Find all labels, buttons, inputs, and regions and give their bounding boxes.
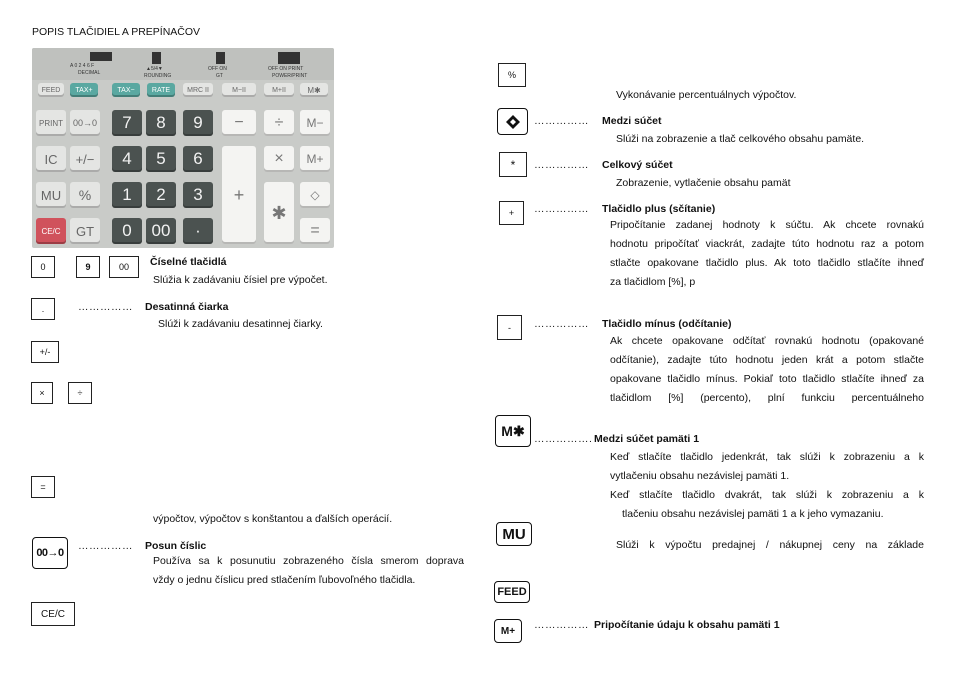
minus-title: Tlačidlo mínus (odčítanie) [602,318,732,330]
diamond-key-icon [497,108,528,135]
calc-key-6: 6 [183,146,213,172]
calc-key-feed: FEED [38,83,64,97]
gt-switch-label: OFF ON [208,66,227,72]
calc-key-shift: 00→0 [70,110,100,136]
calc-key-star: ✱ [264,182,294,244]
minus-desc-line: odčítanie), zadajte túto hodnotu jeden krát a potom stlačte [610,354,924,366]
calc-key-2: 2 [146,182,176,208]
calc-key-1: 1 [112,182,142,208]
key-star-box: * [499,152,527,177]
diamond-icon [505,114,521,130]
calc-key-times: × [264,146,294,172]
decimal-title: Desatinná čiarka [145,301,229,313]
star-title: Celkový súčet [602,159,673,171]
calc-key-divide: ÷ [264,110,294,136]
calc-key-taxminus: TAX− [112,83,140,97]
plus-desc-line: stlačte opakovane tlačidlo plus. Ak toto tlačidlo stlačíte ihneď [610,257,924,269]
decimal-dots: …………… [78,301,133,313]
calc-key-rate: RATE [147,83,175,97]
calc-key-minus: − [222,110,256,136]
star-desc: Zobrazenie, vytlačenie obsahu pamät [616,177,791,189]
calc-key-7: 7 [112,110,142,136]
mplus-key-icon: M+ [494,619,522,643]
minus-desc [610,332,924,408]
calc-key-equals: = [300,218,330,244]
mu-key-icon: MU [496,522,532,546]
calc-key-mu: MU [36,182,66,208]
msharp-desc-line: Keď stlačíte tlačidlo jedenkrát, tak slúži k zobrazeniu a k [610,451,924,463]
msharp-dots: ……………. [534,433,593,445]
key-minus-box: - [497,315,522,340]
calc-key-8: 8 [146,110,176,136]
calc-key-msharp: M✱ [300,83,328,97]
calc-key-diamond: ◇ [300,182,330,208]
plus-desc-line: Pripočítanie zadanej hodnoty k súčtu. Ak chcete rovnakú [610,219,924,231]
rounding-switch-label: ▲5/4▼ [146,66,163,72]
calc-key-3: 3 [183,182,213,208]
mplus-dots: …………… [534,619,589,631]
rounding-caption: ROUNDING [144,73,172,79]
plus-desc-line: hodnotu pripočítať viackrát, zadajte túto hodnotu raz a potom [610,238,924,250]
calc-key-9: 9 [183,110,213,136]
shift-key-icon: 00→0 [32,537,68,569]
calc-key-mminus2: M−II [222,83,256,97]
key-00-box: 00 [109,256,139,278]
gt-switch [216,52,225,64]
mplus-title: Pripočítanie údaju k obsahu pamäti 1 [594,619,780,631]
diamond-title: Medzi súčet [602,115,662,127]
decimal-desc: Slúži k zadávaniu desatinnej čiarky. [158,318,323,330]
minus-desc-line: Ak chcete opakovane odčítať rovnakú hodnotu (opakované [610,335,924,347]
key-0-box: 0 [31,256,55,278]
msharp-desc [610,448,924,524]
gt-caption: GT [216,73,223,79]
decimal-caption: DECIMAL [78,70,101,76]
power-caption: POWER/PRINT [272,73,308,79]
key-percent-box: % [498,63,526,87]
shift-dots: …………… [78,540,133,552]
shift-desc-line: vždy o jednu číslicu pred stlačením ľubovoľného tlačidla. [153,574,416,586]
minus-desc-line: opakovane tlačidlo mínus. Pokiaľ toto tlačidlo stlačíte ihneď za [610,373,924,385]
star-dots: …………… [534,159,589,171]
calc-key-ic: IC [36,146,66,172]
equals-desc: výpočtov, výpočtov s konštantou a ďalších operácií. [153,513,393,525]
calc-key-cec: CE/C [36,218,66,244]
plus-desc-line: za tlačidlom [%], p [610,276,696,288]
msharp-key-icon: M✱ [495,415,531,447]
rounding-switch [152,52,161,64]
mu-desc: Slúži k výpočtu predajnej / nákupnej ceny na základe [616,539,924,551]
plus-dots: …………… [534,203,589,215]
calc-key-mplus: M+ [300,146,330,172]
diamond-dots: …………… [534,115,589,127]
shift-desc-line: Používa sa k posunutiu zobrazeného čísla smerom doprava [153,555,464,567]
minus-desc-line: tlačidlom [%] (percento), plní funkciu percentuálneho [610,392,924,404]
calc-key-4: 4 [112,146,142,172]
calc-key-plusminus: +/− [70,146,100,172]
numeric-keys-title: Číselné tlačidlá [150,256,227,268]
calc-key-mplus2: M+II [264,83,294,97]
calc-key-print: PRINT [36,110,66,136]
switch-panel [32,48,334,80]
key-9-box: 9 [76,256,100,278]
power-switch [278,52,300,64]
percent-desc: Vykonávanie percentuálnych výpočtov. [616,89,797,101]
calc-key-mminus: M− [300,110,330,136]
feed-key-icon: FEED [494,581,530,603]
calc-key-0: 0 [112,218,142,244]
calc-key-mrc: MRC II [183,83,213,97]
calc-key-plus: + [222,146,256,244]
shift-title: Posun číslic [145,540,207,552]
calc-key-dot: · [183,218,213,244]
key-sign-box: +/- [31,341,59,363]
key-times-box: × [31,382,53,404]
msharp-desc-line: Keď stlačíte tlačidlo dvakrát, tak slúži k zobrazeniu a k [610,489,924,501]
shift-desc [153,552,464,590]
plus-title: Tlačidlo plus (sčítanie) [602,203,716,215]
numeric-keys-desc: Slúžia k zadávaniu čísiel pre výpočet. [153,274,328,286]
minus-dots: …………… [534,318,589,330]
key-plus-box: + [499,201,524,225]
calc-key-00: 00 [146,218,176,244]
diamond-desc: Slúži na zobrazenie a tlač celkového obsahu pamäte. [616,133,865,145]
page-heading: POPIS TLAČIDIEL A PREPÍNAČOV [32,26,201,38]
power-switch-label: OFF ON PRINT [268,66,304,72]
key-decimal-box: . [31,298,55,320]
key-equals-box: = [31,476,55,498]
calc-key-percent: % [70,182,100,208]
key-divide-box: ÷ [68,382,92,404]
calc-key-taxplus: TAX+ [70,83,98,97]
msharp-desc-line: tlačeniu obsahu nezávislej pamäti 1 a k jeho vymazaniu. [622,508,884,520]
calc-key-gt: GT [70,218,100,244]
key-cec-box: CE/C [31,602,75,626]
msharp-title: Medzi súčet pamäti 1 [594,433,700,445]
plus-desc [610,216,924,292]
calc-key-5: 5 [146,146,176,172]
decimal-switch-label: A 0 2 4 6 F [70,63,95,69]
decimal-switch [90,52,112,61]
msharp-desc-line: vytlačeniu obsahu nezávislej pamäti 1. [610,470,790,482]
calculator-photo [32,48,334,248]
